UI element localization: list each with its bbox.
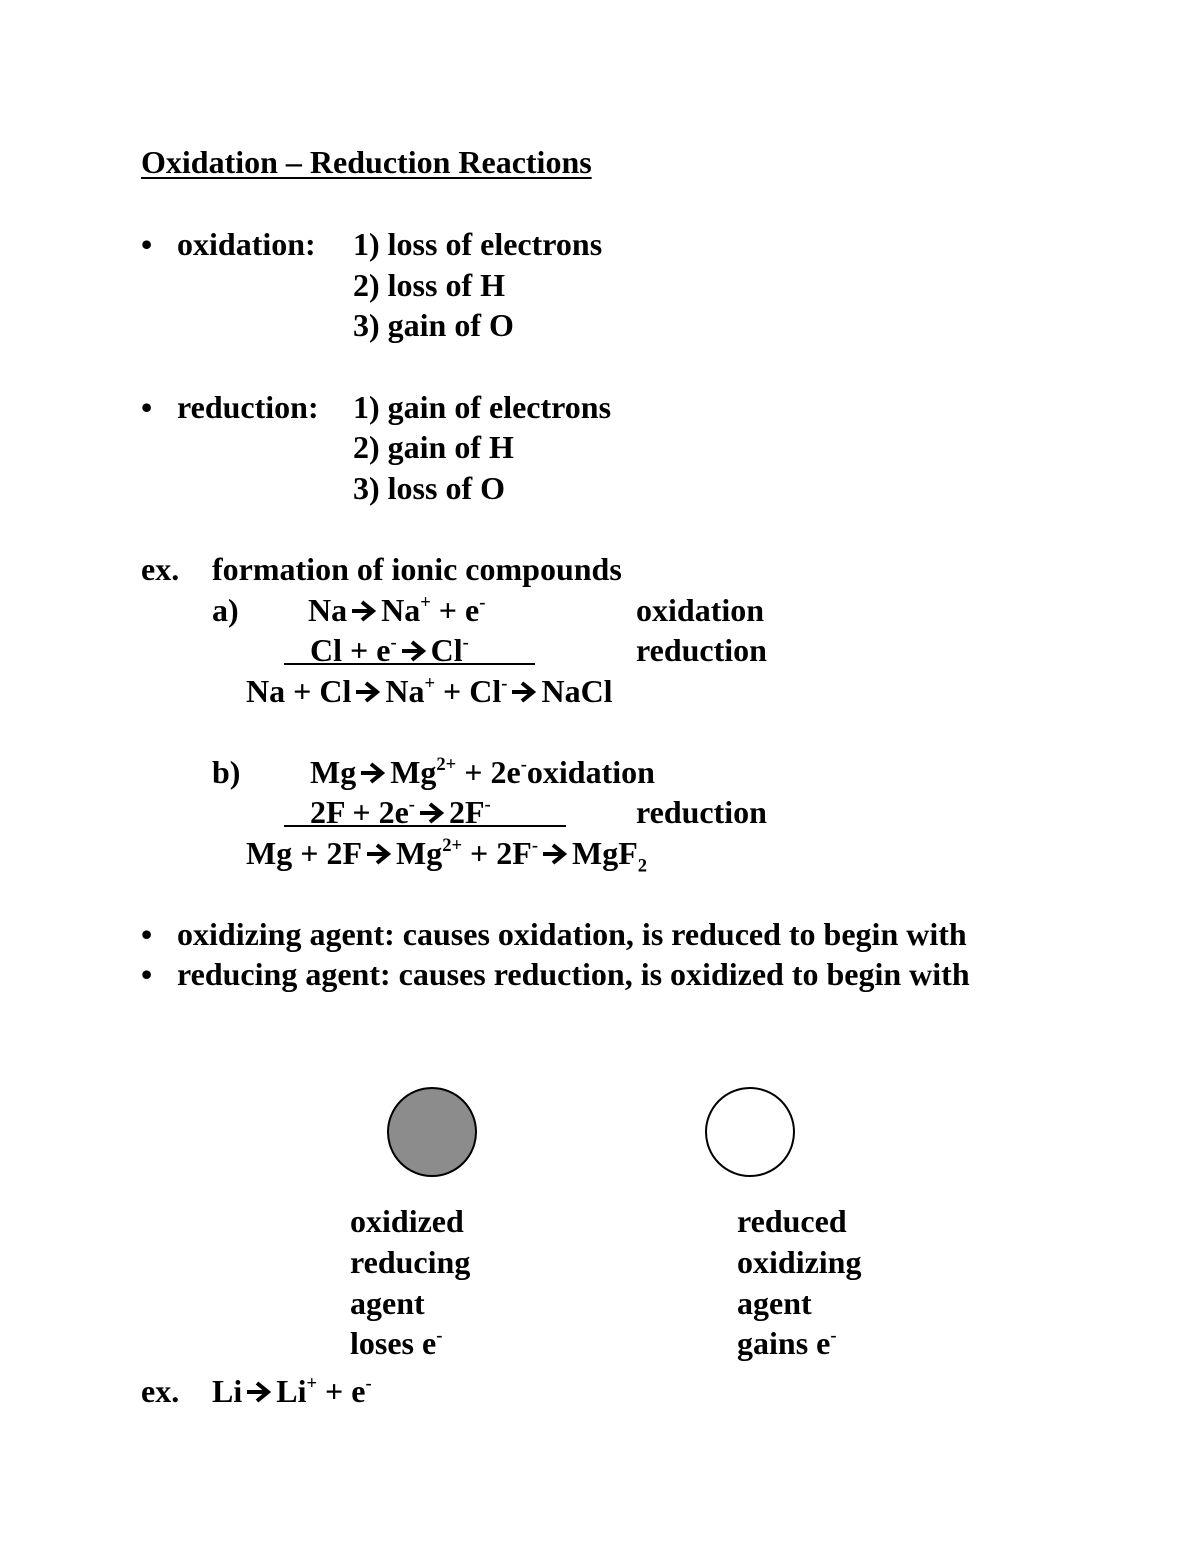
equation-mg-oxidation	[310, 753, 655, 790]
oxidation-item: 2) loss of H	[353, 267, 505, 303]
charge: -	[520, 753, 527, 775]
equation-nacl-sum	[246, 672, 613, 709]
charge: -	[408, 793, 415, 815]
label-oxidation: oxidation	[526, 754, 655, 790]
reduction-item: 1) gain of electrons	[353, 389, 612, 425]
charge: -	[479, 591, 486, 613]
reactants: Na + Cl	[246, 673, 352, 709]
electron-term: + 2e	[464, 754, 521, 790]
right-arrow-icon	[351, 599, 377, 623]
right-arrow-icon	[246, 1380, 272, 1404]
equation-li-oxidation	[212, 1372, 372, 1409]
equation-cl-reduction	[310, 631, 469, 668]
equation-na-oxidation	[308, 591, 486, 628]
bullet: •	[141, 956, 153, 992]
right-arrow-icon	[360, 761, 386, 785]
species: Cl	[430, 632, 463, 668]
charge: -	[365, 1372, 372, 1394]
subscript: 2	[637, 855, 648, 877]
charge: +	[420, 591, 431, 613]
electron-term: + e	[325, 1373, 366, 1409]
sum-rule	[284, 663, 535, 665]
example-heading: formation of ionic compounds	[212, 551, 622, 587]
electron-term: 2F + 2e	[310, 794, 409, 830]
species: Na	[385, 673, 425, 709]
label-reduction: reduction	[636, 794, 767, 830]
caption-text: gains e	[737, 1325, 831, 1361]
charge: -	[501, 672, 508, 694]
oxidizing-agent-definition: oxidizing agent: causes oxidation, is reduced to begin with	[177, 916, 967, 952]
species: + Cl	[443, 673, 502, 709]
right-arrow-icon	[401, 639, 427, 663]
charge: -	[531, 834, 538, 856]
charge: 2+	[436, 753, 457, 775]
reduction-term: reduction:	[177, 389, 319, 425]
label-reduction: reduction	[636, 632, 767, 668]
right-caption-line	[737, 1324, 837, 1361]
species: Na	[308, 592, 348, 628]
left-caption-line: agent	[350, 1285, 425, 1321]
right-caption-line: agent	[737, 1285, 812, 1321]
reduction-item: 2) gain of H	[353, 429, 514, 465]
bullet: •	[141, 389, 153, 425]
right-arrow-icon	[419, 801, 445, 825]
oxidized-species-circle	[387, 1087, 477, 1177]
oxidation-item: 1) loss of electrons	[353, 226, 603, 262]
caption-text: loses e	[350, 1325, 437, 1361]
species: Na	[381, 592, 421, 628]
charge: -	[484, 793, 491, 815]
species: Mg	[395, 835, 443, 871]
example-prefix: ex.	[141, 1373, 180, 1409]
electron-term: Cl + e	[310, 632, 391, 668]
example-b-label: b)	[212, 754, 241, 790]
right-arrow-icon	[355, 680, 381, 704]
reactants: Mg + 2F	[246, 835, 362, 871]
species: Mg	[310, 754, 357, 790]
oxidation-item: 3) gain of O	[353, 307, 514, 343]
example-prefix: ex.	[141, 551, 180, 587]
right-caption-line: oxidizing	[737, 1244, 862, 1280]
right-arrow-icon	[511, 680, 537, 704]
sum-rule	[284, 825, 566, 827]
right-caption-line: reduced	[737, 1203, 847, 1239]
electron-term: + e	[438, 592, 480, 628]
charge: -	[830, 1324, 837, 1346]
species: Li	[276, 1373, 307, 1409]
product: NaCl	[541, 673, 613, 709]
oxidation-term: oxidation:	[177, 226, 316, 262]
right-arrow-icon	[542, 842, 568, 866]
charge: -	[462, 631, 469, 653]
left-caption-line	[350, 1324, 443, 1361]
right-arrow-icon	[366, 842, 392, 866]
reducing-agent-definition: reducing agent: causes reduction, is oxidized to begin with	[177, 956, 970, 992]
product: MgF	[572, 835, 638, 871]
example-a-label: a)	[212, 592, 239, 628]
species: 2F	[448, 794, 485, 830]
species: Li	[212, 1373, 243, 1409]
bullet: •	[141, 916, 153, 952]
equation-f-reduction	[310, 793, 491, 830]
bullet: •	[141, 226, 153, 262]
charge: 2+	[442, 834, 463, 856]
left-caption-line: oxidized	[350, 1203, 464, 1239]
label-oxidation: oxidation	[636, 592, 765, 628]
species: Mg	[390, 754, 437, 790]
equation-mgf2-sum	[246, 834, 648, 877]
page-title: Oxidation – Reduction Reactions	[141, 144, 592, 180]
species: + 2F	[470, 835, 532, 871]
charge: -	[436, 1324, 443, 1346]
charge: -	[390, 631, 397, 653]
charge: +	[424, 672, 436, 694]
reduced-species-circle	[705, 1087, 795, 1177]
reduction-item: 3) loss of O	[353, 470, 505, 506]
left-caption-line: reducing	[350, 1244, 471, 1280]
charge: +	[306, 1372, 318, 1394]
